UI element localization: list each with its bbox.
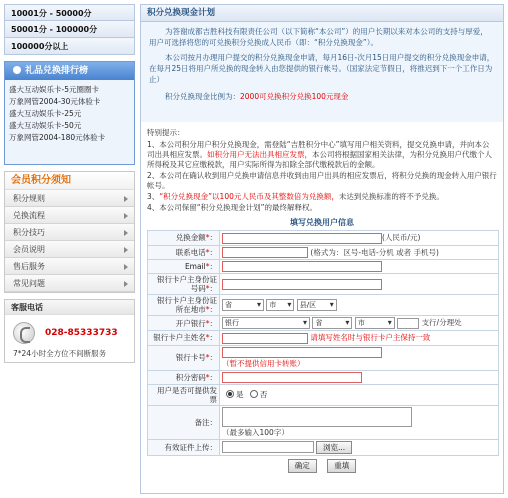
file-path-input[interactable] — [222, 441, 314, 453]
label-text: 有效证件上传 — [164, 442, 210, 452]
tips-section — [141, 122, 503, 213]
label-text: 开户银行 — [175, 318, 206, 328]
id-number-input[interactable] — [222, 279, 382, 290]
gift-ranking-title: 礼品兑换排行榜 — [25, 66, 89, 76]
service-phone: 028-85333733 — [45, 328, 118, 338]
main-content — [140, 4, 504, 494]
member-item-faq[interactable] — [5, 275, 134, 292]
email-input[interactable] — [222, 261, 382, 272]
member-notice-panel — [4, 171, 135, 293]
required-mark: * — [205, 262, 210, 271]
branch-input[interactable] — [397, 318, 419, 329]
intro-section — [141, 22, 503, 122]
id-label: 银行卡户主身份证号码*： — [148, 274, 220, 295]
required-mark: * — [205, 372, 210, 382]
required-mark: * — [205, 284, 210, 293]
tip-highlight: 如积分用户无法出具相应发票， — [207, 150, 312, 159]
required-mark: * — [205, 247, 210, 257]
remark-hint: （最多输入100字） — [222, 427, 289, 437]
tier-2[interactable]: 50001分 - 100000分 — [4, 21, 135, 38]
bullet-icon — [13, 66, 21, 74]
label-text: 积分密码 — [175, 372, 206, 382]
label-text: 用户是否可提供发票 — [157, 385, 217, 404]
invoice-no-radio[interactable] — [250, 390, 258, 398]
label-text: Email — [184, 262, 206, 271]
holder-hint: 请填写姓名时与银行卡户主保持一致 — [310, 333, 431, 342]
member-item-label: 常见问题 — [13, 279, 45, 288]
remark-label: 备注： — [148, 405, 220, 439]
exchange-ratio — [149, 91, 495, 102]
member-item-process[interactable] — [5, 207, 134, 224]
invoice-no-label: 否 — [259, 390, 268, 399]
required-mark: * — [205, 233, 210, 243]
member-item-label: 积分规则 — [13, 194, 45, 203]
required-mark: * — [205, 318, 210, 328]
tip-3 — [147, 192, 497, 202]
member-item-service[interactable] — [5, 258, 134, 275]
holder-name-input[interactable] — [222, 333, 308, 344]
email-label: Email*： — [148, 260, 220, 274]
form-title: 填写兑换用户信息 — [290, 218, 354, 227]
password-input[interactable] — [222, 372, 362, 383]
arrow-right-icon — [124, 213, 128, 219]
member-item-tips[interactable] — [5, 224, 134, 241]
label-text: 兑换金额 — [175, 233, 206, 243]
city-select[interactable]: 市 ▾ — [266, 299, 294, 311]
member-notice-title: 会员积分须知 — [5, 172, 134, 190]
tips-title: 特别提示： — [147, 128, 185, 137]
required-mark: * — [205, 333, 210, 343]
tip-text: 4、本公司保留“积分兑换现金计划”的最终解释权。 — [147, 203, 318, 212]
label-text: 银行卡号 — [175, 353, 206, 362]
submit-button[interactable]: 确定 — [288, 459, 317, 473]
page-title: 积分兑换现金计划 — [141, 5, 503, 22]
tier-1[interactable]: 10001分 - 50000分 — [4, 4, 135, 21]
tip-highlight: “积分兑换现金”以100元人民币及其整数倍为兑换额， — [159, 192, 339, 201]
member-item-label: 积分技巧 — [13, 228, 45, 237]
invoice-label — [148, 384, 220, 405]
card-number-input[interactable] — [222, 347, 382, 358]
ratio-label: 积分兑换现金比例为： — [165, 92, 240, 101]
gift-ranking-header — [5, 62, 134, 80]
branch-hint: 支行/分理处 — [421, 318, 462, 327]
district-select[interactable]: 县/区 ▾ — [297, 299, 337, 311]
contact-label: 联系电话*： — [148, 245, 220, 260]
member-item-label: 兑换流程 — [13, 211, 45, 220]
region-label: 银行卡户主身份证所在地市*： — [148, 295, 220, 316]
gift-item[interactable]: 万象网管2004-180元体验卡 — [9, 133, 106, 142]
gift-item[interactable]: 万象网管2004-30元体验卡 — [9, 97, 101, 106]
member-item-label: 会员说明 — [13, 245, 45, 254]
required-mark: * — [205, 305, 210, 314]
arrow-right-icon — [124, 264, 128, 270]
gift-ranking-panel — [4, 61, 135, 165]
contact-hint: (格式为：区号-电话-分机 或者 手机号) — [310, 247, 439, 257]
tip-text: 1、本公司积分用户积分兑换现金，需登陆“吉胜积分中心”填写用户相关资料，提交兑换申请，并向本公司出具相应发票。 — [147, 140, 490, 159]
upload-label: 有效证件上传： — [148, 439, 220, 455]
bank-city-select[interactable]: 市 ▾ — [355, 317, 395, 329]
reset-button[interactable]: 重填 — [327, 459, 356, 473]
customer-service-panel — [4, 299, 135, 363]
arrow-right-icon — [124, 196, 128, 202]
tip-text: 未达到兑换标准的将不予兑换。 — [338, 192, 444, 201]
contact-input[interactable] — [222, 247, 308, 258]
intro-paragraph-2: 本公司按月办理用户提交的积分兑换现金申请，每月16日-次月15日用户提交的积分兑换现金申请，在每月25日将用户所兑换的现金转入由您提供的银行帐号。（国家法定节假日，将推迟到下一个工作日为止） — [149, 53, 495, 84]
exchange-form — [147, 230, 499, 456]
service-note: 7*24小时全方位不间断服务 — [13, 349, 107, 358]
card-label: 银行卡号*： — [148, 345, 220, 370]
phone-icon — [13, 322, 35, 344]
tip-text: 3、 — [147, 192, 160, 201]
label-text: 备注 — [194, 417, 210, 427]
province-select[interactable]: 省 ▾ — [222, 299, 264, 311]
tier-3[interactable]: 100000分以上 — [4, 38, 135, 55]
tip-text: 本公司将根据国家相关法律，为积分兑换用户代缴个人所得税及其它应缴税款，用户实际所得为扣除全部代缴税款后的金额。 — [147, 150, 492, 169]
amount-input[interactable] — [222, 233, 382, 244]
label-text: 联系电话 — [175, 247, 206, 257]
bank-select[interactable]: 银行 ▾ — [222, 317, 310, 329]
tip-4 — [147, 203, 497, 213]
remark-textarea[interactable] — [222, 407, 412, 427]
label-text: 银行卡户主身份证所在地市 — [157, 296, 217, 314]
tip-2 — [147, 171, 497, 191]
password-label: 积分密码*： — [148, 370, 220, 384]
amount-unit: (人民币/元) — [382, 233, 421, 242]
arrow-right-icon — [124, 230, 128, 236]
invoice-yes-radio[interactable] — [226, 390, 234, 398]
form-actions — [141, 459, 503, 473]
label-text: 银行卡户主姓名 — [153, 333, 206, 343]
bank-label: 开户银行*： — [148, 316, 220, 331]
member-item-label: 售后服务 — [13, 262, 45, 271]
arrow-right-icon — [124, 281, 128, 287]
tip-text: 2、本公司在确认收到用户兑换申请信息并收到由用户出具的相应发票后，将积分兑换的现金转入用户银行帐号。 — [147, 171, 497, 190]
card-hint: （暂不提供信用卡转账） — [222, 358, 305, 368]
holder-label: 银行卡户主姓名*： — [148, 331, 220, 346]
tip-1 — [147, 140, 497, 170]
gift-item[interactable]: 盛大互动娱乐卡-50元 — [9, 121, 82, 130]
ratio-value: 2000可兑换积分兑换100元现金 — [240, 92, 349, 101]
label-text: 银行卡户主身份证号码 — [157, 275, 217, 293]
service-title: 客服电话 — [5, 300, 134, 315]
left-sidebar — [4, 4, 135, 363]
gift-item[interactable]: 盛大互动娱乐卡-5元圈圈卡 — [9, 85, 99, 94]
member-item-info[interactable] — [5, 241, 134, 258]
required-mark: * — [205, 353, 210, 362]
amount-label: 兑换金额*： — [148, 231, 220, 246]
browse-button[interactable]: 浏览... — [316, 441, 352, 454]
intro-paragraph-1: 为答谢成都吉胜科技有限责任公司（以下简称“本公司”）的用户长期以来对本公司的支持与厚爱，用户可选择将您的可兑换积分兑换成人民币（即：“积分兑换现金”）。 — [149, 27, 488, 47]
arrow-right-icon — [124, 247, 128, 253]
gift-item[interactable]: 盛大互动娱乐卡-25元 — [9, 109, 82, 118]
invoice-yes-label: 是 — [236, 390, 244, 399]
bank-province-select[interactable]: 省 ▾ — [312, 317, 352, 329]
member-item-rules[interactable] — [5, 190, 134, 207]
